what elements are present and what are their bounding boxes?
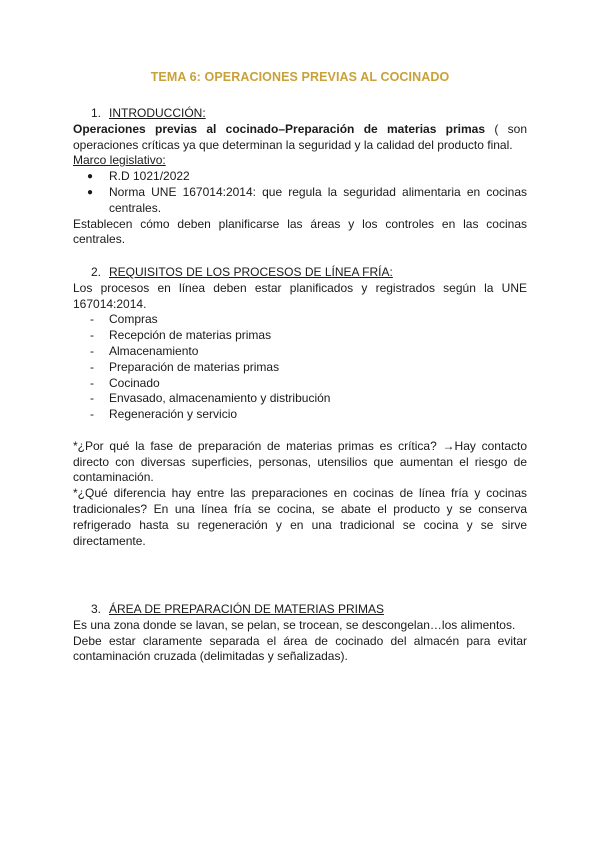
list-item-text: Compras	[109, 312, 158, 327]
dash-icon: -	[90, 375, 94, 390]
dash-icon: -	[90, 359, 94, 374]
list-item	[73, 407, 527, 423]
dash-icon: -	[90, 391, 94, 406]
document-title: TEMA 6: OPERACIONES PREVIAS AL COCINADO	[150, 70, 450, 84]
section-title: REQUISITOS DE LOS PROCESOS DE LÍNEA FRÍA:	[109, 265, 393, 279]
list-item	[73, 376, 527, 392]
list-item	[73, 312, 527, 328]
list-item-text: Recepción de materias primas	[109, 328, 272, 343]
dash-icon: -	[90, 312, 94, 327]
area-paragraph-1: Es una zona donde se lavan, se pelan, se trocean, se descongelan…los alimentos.	[73, 617, 516, 632]
closing-paragraph: Establecen cómo deben planificarse las áreas y los controles en las cocinas centrales.	[73, 216, 527, 247]
question-1: *¿Por qué la fase de preparación de materias primas es crítica? →Hay contacto directo con diversas superficies, personas, utensilios que aumentan el riesgo de contaminación.	[73, 438, 527, 485]
list-item	[73, 185, 527, 217]
section-number: 2.	[91, 265, 102, 279]
list-item-text: Cocinado	[109, 375, 160, 390]
dash-icon: -	[90, 343, 94, 358]
section-number: 3.	[91, 602, 102, 616]
question-2: *¿Qué diferencia hay entre las preparaciones en cocinas de línea fría y cocinas tradicionales? En una línea fría se cocina, se abate el producto y se conserva refrigerado hasta su regeneración y en una tradicional se cocina y se sirve directamente.	[73, 486, 527, 548]
area-paragraph-2: Debe estar claramente separada el área de cocinado del almacén para evitar contaminación cruzada (delimitadas y señalizadas).	[73, 633, 527, 664]
section-introduccion	[73, 106, 527, 248]
section-heading	[73, 106, 527, 122]
list-item-text: Preparación de materias primas	[109, 359, 280, 374]
section-heading	[73, 602, 527, 618]
list-item-text: Almacenamiento	[109, 343, 199, 358]
intro-lead-rest: ( son operaciones críticas ya que determinan la seguridad y la calidad del producto final.	[73, 121, 527, 152]
requisitos-intro: Los procesos en línea deben estar planificados y registrados según la UNE 167014:2014.	[73, 280, 527, 311]
list-item	[73, 344, 527, 360]
section-title: INTRODUCCIÓN:	[109, 106, 206, 120]
section-title: ÁREA DE PREPARACIÓN DE MATERIAS PRIMAS	[109, 602, 384, 616]
bullet-icon: ●	[87, 186, 94, 198]
list-item-text: Envasado, almacenamiento y distribución	[109, 391, 331, 406]
list-item	[73, 328, 527, 344]
intro-paragraph	[73, 122, 527, 154]
dash-icon: -	[90, 328, 94, 343]
list-item	[73, 360, 527, 376]
list-item	[73, 169, 527, 185]
marco-legislativo-label: Marco legislativo:	[73, 153, 166, 168]
section-requisitos	[73, 265, 527, 549]
section-heading	[73, 265, 527, 281]
intro-bold-lead: Operaciones previas al cocinado–Preparación de materias primas	[73, 121, 486, 136]
section-area-preparacion	[73, 602, 527, 665]
list-item-text: Norma UNE 167014:2014: que regula la seguridad alimentaria en cocinas centrales.	[109, 184, 527, 215]
list-item-text: R.D 1021/2022	[109, 169, 190, 184]
dash-icon: -	[90, 407, 94, 422]
list-item	[73, 391, 527, 407]
list-item-text: Regeneración y servicio	[109, 407, 238, 422]
section-number: 1.	[91, 106, 102, 120]
bullet-icon: ●	[87, 171, 94, 183]
